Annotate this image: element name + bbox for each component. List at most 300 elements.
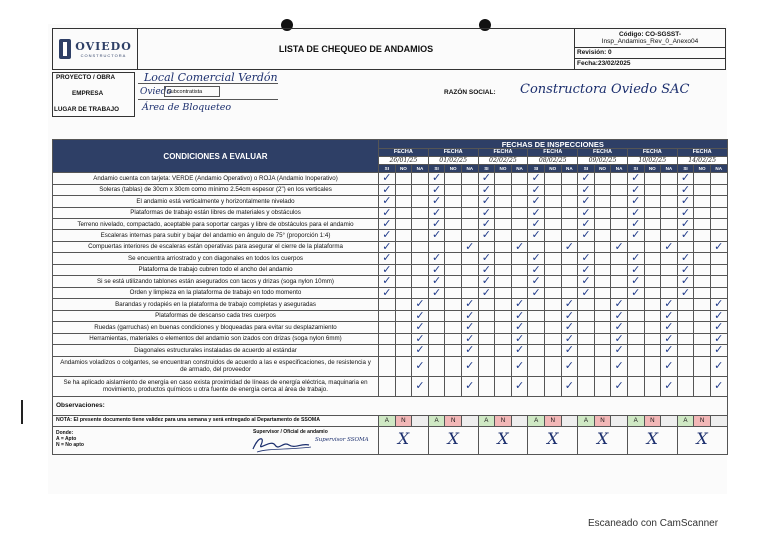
check-cell[interactable] bbox=[677, 356, 694, 376]
check-cell[interactable] bbox=[544, 376, 561, 396]
check-cell[interactable] bbox=[395, 196, 412, 208]
check-cell[interactable] bbox=[578, 356, 595, 376]
check-cell[interactable] bbox=[495, 299, 512, 311]
check-cell[interactable] bbox=[627, 184, 644, 196]
check-cell[interactable] bbox=[395, 241, 412, 253]
check-cell[interactable] bbox=[379, 241, 396, 253]
check-cell[interactable] bbox=[578, 264, 595, 276]
check-cell[interactable] bbox=[379, 356, 396, 376]
check-cell[interactable] bbox=[611, 376, 628, 396]
check-cell[interactable] bbox=[627, 356, 644, 376]
check-cell[interactable] bbox=[379, 299, 396, 311]
check-cell[interactable] bbox=[611, 322, 628, 334]
check-cell[interactable] bbox=[578, 322, 595, 334]
check-cell[interactable] bbox=[461, 345, 478, 357]
check-cell[interactable] bbox=[478, 322, 495, 334]
supervisor-signature-cell[interactable] bbox=[578, 426, 628, 454]
check-cell[interactable] bbox=[379, 276, 396, 288]
check-cell[interactable] bbox=[694, 253, 711, 265]
check-cell[interactable] bbox=[578, 376, 595, 396]
check-cell[interactable] bbox=[544, 173, 561, 185]
check-cell[interactable] bbox=[561, 310, 578, 322]
check-cell[interactable] bbox=[627, 376, 644, 396]
check-cell[interactable] bbox=[594, 264, 611, 276]
check-cell[interactable] bbox=[478, 173, 495, 185]
check-cell[interactable] bbox=[644, 173, 661, 185]
check-cell[interactable] bbox=[412, 299, 429, 311]
check-cell[interactable] bbox=[578, 345, 595, 357]
check-cell[interactable] bbox=[694, 333, 711, 345]
check-cell[interactable] bbox=[611, 253, 628, 265]
check-cell[interactable] bbox=[561, 207, 578, 219]
check-cell[interactable] bbox=[611, 333, 628, 345]
check-cell[interactable] bbox=[478, 345, 495, 357]
check-cell[interactable] bbox=[694, 264, 711, 276]
check-cell[interactable] bbox=[428, 184, 445, 196]
check-cell[interactable] bbox=[395, 253, 412, 265]
check-cell[interactable] bbox=[578, 253, 595, 265]
check-cell[interactable] bbox=[710, 264, 727, 276]
check-cell[interactable] bbox=[445, 207, 462, 219]
check-cell[interactable] bbox=[478, 196, 495, 208]
check-cell[interactable] bbox=[627, 264, 644, 276]
check-cell[interactable] bbox=[428, 253, 445, 265]
check-cell[interactable] bbox=[694, 356, 711, 376]
check-cell[interactable] bbox=[677, 299, 694, 311]
check-cell[interactable] bbox=[594, 196, 611, 208]
check-cell[interactable] bbox=[379, 264, 396, 276]
check-cell[interactable] bbox=[578, 299, 595, 311]
check-cell[interactable] bbox=[412, 310, 429, 322]
check-cell[interactable] bbox=[511, 287, 528, 299]
check-cell[interactable] bbox=[495, 253, 512, 265]
check-cell[interactable] bbox=[644, 184, 661, 196]
check-cell[interactable] bbox=[428, 219, 445, 230]
check-cell[interactable] bbox=[661, 264, 678, 276]
check-cell[interactable] bbox=[461, 322, 478, 334]
check-cell[interactable] bbox=[511, 207, 528, 219]
check-cell[interactable] bbox=[544, 219, 561, 230]
check-cell[interactable] bbox=[412, 276, 429, 288]
check-cell[interactable] bbox=[627, 322, 644, 334]
check-cell[interactable] bbox=[495, 241, 512, 253]
check-cell[interactable] bbox=[395, 322, 412, 334]
check-cell[interactable] bbox=[578, 173, 595, 185]
supervisor-signature-cell[interactable] bbox=[428, 426, 478, 454]
check-cell[interactable] bbox=[661, 299, 678, 311]
check-cell[interactable] bbox=[694, 184, 711, 196]
check-cell[interactable] bbox=[528, 376, 545, 396]
check-cell[interactable] bbox=[594, 333, 611, 345]
check-cell[interactable] bbox=[661, 310, 678, 322]
check-cell[interactable] bbox=[661, 287, 678, 299]
check-cell[interactable] bbox=[478, 219, 495, 230]
check-cell[interactable] bbox=[445, 376, 462, 396]
check-cell[interactable] bbox=[528, 322, 545, 334]
check-cell[interactable] bbox=[478, 287, 495, 299]
check-cell[interactable] bbox=[561, 299, 578, 311]
check-cell[interactable] bbox=[710, 253, 727, 265]
check-cell[interactable] bbox=[511, 322, 528, 334]
check-cell[interactable] bbox=[428, 333, 445, 345]
check-cell[interactable] bbox=[611, 230, 628, 242]
check-cell[interactable] bbox=[478, 299, 495, 311]
check-cell[interactable] bbox=[694, 219, 711, 230]
check-cell[interactable] bbox=[561, 376, 578, 396]
check-cell[interactable] bbox=[478, 376, 495, 396]
check-cell[interactable] bbox=[461, 184, 478, 196]
check-cell[interactable] bbox=[677, 333, 694, 345]
check-cell[interactable] bbox=[677, 287, 694, 299]
supervisor-signature-cell[interactable] bbox=[478, 426, 528, 454]
check-cell[interactable] bbox=[528, 356, 545, 376]
check-cell[interactable] bbox=[495, 333, 512, 345]
check-cell[interactable] bbox=[561, 184, 578, 196]
check-cell[interactable] bbox=[528, 310, 545, 322]
check-cell[interactable] bbox=[710, 184, 727, 196]
check-cell[interactable] bbox=[611, 241, 628, 253]
check-cell[interactable] bbox=[694, 322, 711, 334]
check-cell[interactable] bbox=[395, 230, 412, 242]
check-cell[interactable] bbox=[611, 207, 628, 219]
check-cell[interactable] bbox=[395, 376, 412, 396]
check-cell[interactable] bbox=[461, 287, 478, 299]
check-cell[interactable] bbox=[511, 230, 528, 242]
check-cell[interactable] bbox=[461, 264, 478, 276]
check-cell[interactable] bbox=[677, 345, 694, 357]
check-cell[interactable] bbox=[661, 241, 678, 253]
check-cell[interactable] bbox=[511, 196, 528, 208]
check-cell[interactable] bbox=[528, 241, 545, 253]
check-cell[interactable] bbox=[694, 230, 711, 242]
check-cell[interactable] bbox=[495, 376, 512, 396]
supervisor-signature-cell[interactable] bbox=[677, 426, 727, 454]
check-cell[interactable] bbox=[544, 310, 561, 322]
check-cell[interactable] bbox=[677, 207, 694, 219]
check-cell[interactable] bbox=[445, 276, 462, 288]
check-cell[interactable] bbox=[528, 333, 545, 345]
check-cell[interactable] bbox=[594, 276, 611, 288]
check-cell[interactable] bbox=[412, 356, 429, 376]
check-cell[interactable] bbox=[495, 276, 512, 288]
check-cell[interactable] bbox=[461, 219, 478, 230]
check-cell[interactable] bbox=[395, 264, 412, 276]
check-cell[interactable] bbox=[445, 219, 462, 230]
check-cell[interactable] bbox=[677, 184, 694, 196]
check-cell[interactable] bbox=[561, 345, 578, 357]
check-cell[interactable] bbox=[561, 219, 578, 230]
check-cell[interactable] bbox=[412, 219, 429, 230]
check-cell[interactable] bbox=[694, 196, 711, 208]
check-cell[interactable] bbox=[461, 241, 478, 253]
check-cell[interactable] bbox=[677, 230, 694, 242]
check-cell[interactable] bbox=[395, 333, 412, 345]
check-cell[interactable] bbox=[445, 310, 462, 322]
check-cell[interactable] bbox=[710, 287, 727, 299]
check-cell[interactable] bbox=[511, 184, 528, 196]
check-cell[interactable] bbox=[710, 230, 727, 242]
check-cell[interactable] bbox=[644, 333, 661, 345]
check-cell[interactable] bbox=[445, 184, 462, 196]
check-cell[interactable] bbox=[528, 287, 545, 299]
check-cell[interactable] bbox=[428, 241, 445, 253]
check-cell[interactable] bbox=[661, 184, 678, 196]
check-cell[interactable] bbox=[379, 376, 396, 396]
check-cell[interactable] bbox=[694, 287, 711, 299]
supervisor-signature-cell[interactable] bbox=[379, 426, 429, 454]
check-cell[interactable] bbox=[528, 345, 545, 357]
check-cell[interactable] bbox=[528, 253, 545, 265]
check-cell[interactable] bbox=[578, 207, 595, 219]
check-cell[interactable] bbox=[578, 287, 595, 299]
check-cell[interactable] bbox=[710, 241, 727, 253]
check-cell[interactable] bbox=[578, 241, 595, 253]
check-cell[interactable] bbox=[428, 207, 445, 219]
check-cell[interactable] bbox=[627, 207, 644, 219]
check-cell[interactable] bbox=[677, 219, 694, 230]
check-cell[interactable] bbox=[611, 196, 628, 208]
check-cell[interactable] bbox=[511, 299, 528, 311]
check-cell[interactable] bbox=[511, 333, 528, 345]
check-cell[interactable] bbox=[544, 287, 561, 299]
check-cell[interactable] bbox=[445, 333, 462, 345]
check-cell[interactable] bbox=[412, 241, 429, 253]
check-cell[interactable] bbox=[395, 310, 412, 322]
check-cell[interactable] bbox=[511, 264, 528, 276]
check-cell[interactable] bbox=[428, 356, 445, 376]
check-cell[interactable] bbox=[578, 196, 595, 208]
check-cell[interactable] bbox=[561, 287, 578, 299]
check-cell[interactable] bbox=[561, 230, 578, 242]
check-cell[interactable] bbox=[694, 173, 711, 185]
check-cell[interactable] bbox=[445, 264, 462, 276]
check-cell[interactable] bbox=[661, 196, 678, 208]
check-cell[interactable] bbox=[594, 173, 611, 185]
check-cell[interactable] bbox=[627, 230, 644, 242]
check-cell[interactable] bbox=[594, 345, 611, 357]
check-cell[interactable] bbox=[627, 196, 644, 208]
check-cell[interactable] bbox=[412, 230, 429, 242]
check-cell[interactable] bbox=[428, 310, 445, 322]
check-cell[interactable] bbox=[578, 276, 595, 288]
check-cell[interactable] bbox=[412, 322, 429, 334]
check-cell[interactable] bbox=[544, 241, 561, 253]
check-cell[interactable] bbox=[428, 276, 445, 288]
check-cell[interactable] bbox=[495, 264, 512, 276]
check-cell[interactable] bbox=[694, 310, 711, 322]
check-cell[interactable] bbox=[478, 230, 495, 242]
check-cell[interactable] bbox=[478, 333, 495, 345]
check-cell[interactable] bbox=[710, 276, 727, 288]
check-cell[interactable] bbox=[661, 356, 678, 376]
check-cell[interactable] bbox=[445, 196, 462, 208]
check-cell[interactable] bbox=[644, 287, 661, 299]
check-cell[interactable] bbox=[428, 376, 445, 396]
check-cell[interactable] bbox=[544, 184, 561, 196]
check-cell[interactable] bbox=[379, 253, 396, 265]
check-cell[interactable] bbox=[412, 207, 429, 219]
check-cell[interactable] bbox=[478, 264, 495, 276]
check-cell[interactable] bbox=[495, 287, 512, 299]
check-cell[interactable] bbox=[578, 333, 595, 345]
supervisor-signature-cell[interactable] bbox=[627, 426, 677, 454]
check-cell[interactable] bbox=[594, 299, 611, 311]
check-cell[interactable] bbox=[461, 333, 478, 345]
check-cell[interactable] bbox=[379, 207, 396, 219]
check-cell[interactable] bbox=[495, 196, 512, 208]
check-cell[interactable] bbox=[544, 322, 561, 334]
check-cell[interactable] bbox=[495, 345, 512, 357]
check-cell[interactable] bbox=[412, 184, 429, 196]
check-cell[interactable] bbox=[478, 310, 495, 322]
check-cell[interactable] bbox=[461, 276, 478, 288]
check-cell[interactable] bbox=[528, 230, 545, 242]
check-cell[interactable] bbox=[495, 184, 512, 196]
check-cell[interactable] bbox=[428, 173, 445, 185]
check-cell[interactable] bbox=[511, 173, 528, 185]
check-cell[interactable] bbox=[511, 345, 528, 357]
check-cell[interactable] bbox=[594, 376, 611, 396]
check-cell[interactable] bbox=[461, 253, 478, 265]
check-cell[interactable] bbox=[661, 207, 678, 219]
check-cell[interactable] bbox=[544, 276, 561, 288]
check-cell[interactable] bbox=[627, 173, 644, 185]
check-cell[interactable] bbox=[561, 253, 578, 265]
check-cell[interactable] bbox=[694, 345, 711, 357]
check-cell[interactable] bbox=[661, 230, 678, 242]
check-cell[interactable] bbox=[379, 184, 396, 196]
check-cell[interactable] bbox=[644, 276, 661, 288]
check-cell[interactable] bbox=[578, 230, 595, 242]
check-cell[interactable] bbox=[710, 219, 727, 230]
check-cell[interactable] bbox=[644, 310, 661, 322]
check-cell[interactable] bbox=[594, 322, 611, 334]
check-cell[interactable] bbox=[478, 241, 495, 253]
check-cell[interactable] bbox=[395, 287, 412, 299]
check-cell[interactable] bbox=[412, 196, 429, 208]
check-cell[interactable] bbox=[428, 196, 445, 208]
check-cell[interactable] bbox=[661, 322, 678, 334]
supervisor-signature-cell[interactable] bbox=[528, 426, 578, 454]
check-cell[interactable] bbox=[594, 207, 611, 219]
check-cell[interactable] bbox=[511, 310, 528, 322]
check-cell[interactable] bbox=[611, 219, 628, 230]
check-cell[interactable] bbox=[544, 333, 561, 345]
check-cell[interactable] bbox=[428, 287, 445, 299]
check-cell[interactable] bbox=[495, 322, 512, 334]
check-cell[interactable] bbox=[627, 253, 644, 265]
check-cell[interactable] bbox=[495, 173, 512, 185]
check-cell[interactable] bbox=[379, 173, 396, 185]
check-cell[interactable] bbox=[379, 287, 396, 299]
check-cell[interactable] bbox=[561, 276, 578, 288]
check-cell[interactable] bbox=[710, 207, 727, 219]
check-cell[interactable] bbox=[445, 299, 462, 311]
check-cell[interactable] bbox=[395, 276, 412, 288]
check-cell[interactable] bbox=[445, 345, 462, 357]
check-cell[interactable] bbox=[445, 253, 462, 265]
check-cell[interactable] bbox=[710, 333, 727, 345]
check-cell[interactable] bbox=[428, 264, 445, 276]
check-cell[interactable] bbox=[511, 241, 528, 253]
check-cell[interactable] bbox=[412, 173, 429, 185]
check-cell[interactable] bbox=[461, 196, 478, 208]
check-cell[interactable] bbox=[379, 333, 396, 345]
check-cell[interactable] bbox=[445, 241, 462, 253]
check-cell[interactable] bbox=[478, 184, 495, 196]
check-cell[interactable] bbox=[661, 276, 678, 288]
check-cell[interactable] bbox=[627, 219, 644, 230]
check-cell[interactable] bbox=[395, 184, 412, 196]
check-cell[interactable] bbox=[627, 276, 644, 288]
check-cell[interactable] bbox=[710, 173, 727, 185]
check-cell[interactable] bbox=[578, 184, 595, 196]
check-cell[interactable] bbox=[528, 219, 545, 230]
check-cell[interactable] bbox=[544, 230, 561, 242]
check-cell[interactable] bbox=[661, 219, 678, 230]
check-cell[interactable] bbox=[412, 253, 429, 265]
check-cell[interactable] bbox=[710, 299, 727, 311]
check-cell[interactable] bbox=[677, 322, 694, 334]
check-cell[interactable] bbox=[677, 241, 694, 253]
check-cell[interactable] bbox=[694, 376, 711, 396]
check-cell[interactable] bbox=[710, 196, 727, 208]
check-cell[interactable] bbox=[379, 196, 396, 208]
check-cell[interactable] bbox=[379, 310, 396, 322]
check-cell[interactable] bbox=[594, 230, 611, 242]
check-cell[interactable] bbox=[478, 253, 495, 265]
check-cell[interactable] bbox=[594, 287, 611, 299]
check-cell[interactable] bbox=[412, 345, 429, 357]
check-cell[interactable] bbox=[644, 356, 661, 376]
check-cell[interactable] bbox=[511, 219, 528, 230]
check-cell[interactable] bbox=[611, 184, 628, 196]
check-cell[interactable] bbox=[395, 345, 412, 357]
check-cell[interactable] bbox=[478, 276, 495, 288]
check-cell[interactable] bbox=[644, 241, 661, 253]
check-cell[interactable] bbox=[528, 173, 545, 185]
check-cell[interactable] bbox=[495, 230, 512, 242]
check-cell[interactable] bbox=[627, 299, 644, 311]
check-cell[interactable] bbox=[644, 264, 661, 276]
check-cell[interactable] bbox=[594, 356, 611, 376]
check-cell[interactable] bbox=[461, 230, 478, 242]
check-cell[interactable] bbox=[495, 356, 512, 376]
check-cell[interactable] bbox=[428, 345, 445, 357]
check-cell[interactable] bbox=[611, 299, 628, 311]
check-cell[interactable] bbox=[445, 322, 462, 334]
check-cell[interactable] bbox=[511, 253, 528, 265]
check-cell[interactable] bbox=[710, 345, 727, 357]
check-cell[interactable] bbox=[677, 264, 694, 276]
check-cell[interactable] bbox=[445, 230, 462, 242]
check-cell[interactable] bbox=[445, 287, 462, 299]
check-cell[interactable] bbox=[478, 207, 495, 219]
check-cell[interactable] bbox=[561, 264, 578, 276]
check-cell[interactable] bbox=[544, 253, 561, 265]
check-cell[interactable] bbox=[495, 207, 512, 219]
check-cell[interactable] bbox=[644, 219, 661, 230]
check-cell[interactable] bbox=[661, 333, 678, 345]
check-cell[interactable] bbox=[627, 333, 644, 345]
check-cell[interactable] bbox=[594, 253, 611, 265]
check-cell[interactable] bbox=[461, 299, 478, 311]
check-cell[interactable] bbox=[395, 207, 412, 219]
check-cell[interactable] bbox=[611, 173, 628, 185]
check-cell[interactable] bbox=[395, 299, 412, 311]
check-cell[interactable] bbox=[694, 241, 711, 253]
check-cell[interactable] bbox=[710, 356, 727, 376]
